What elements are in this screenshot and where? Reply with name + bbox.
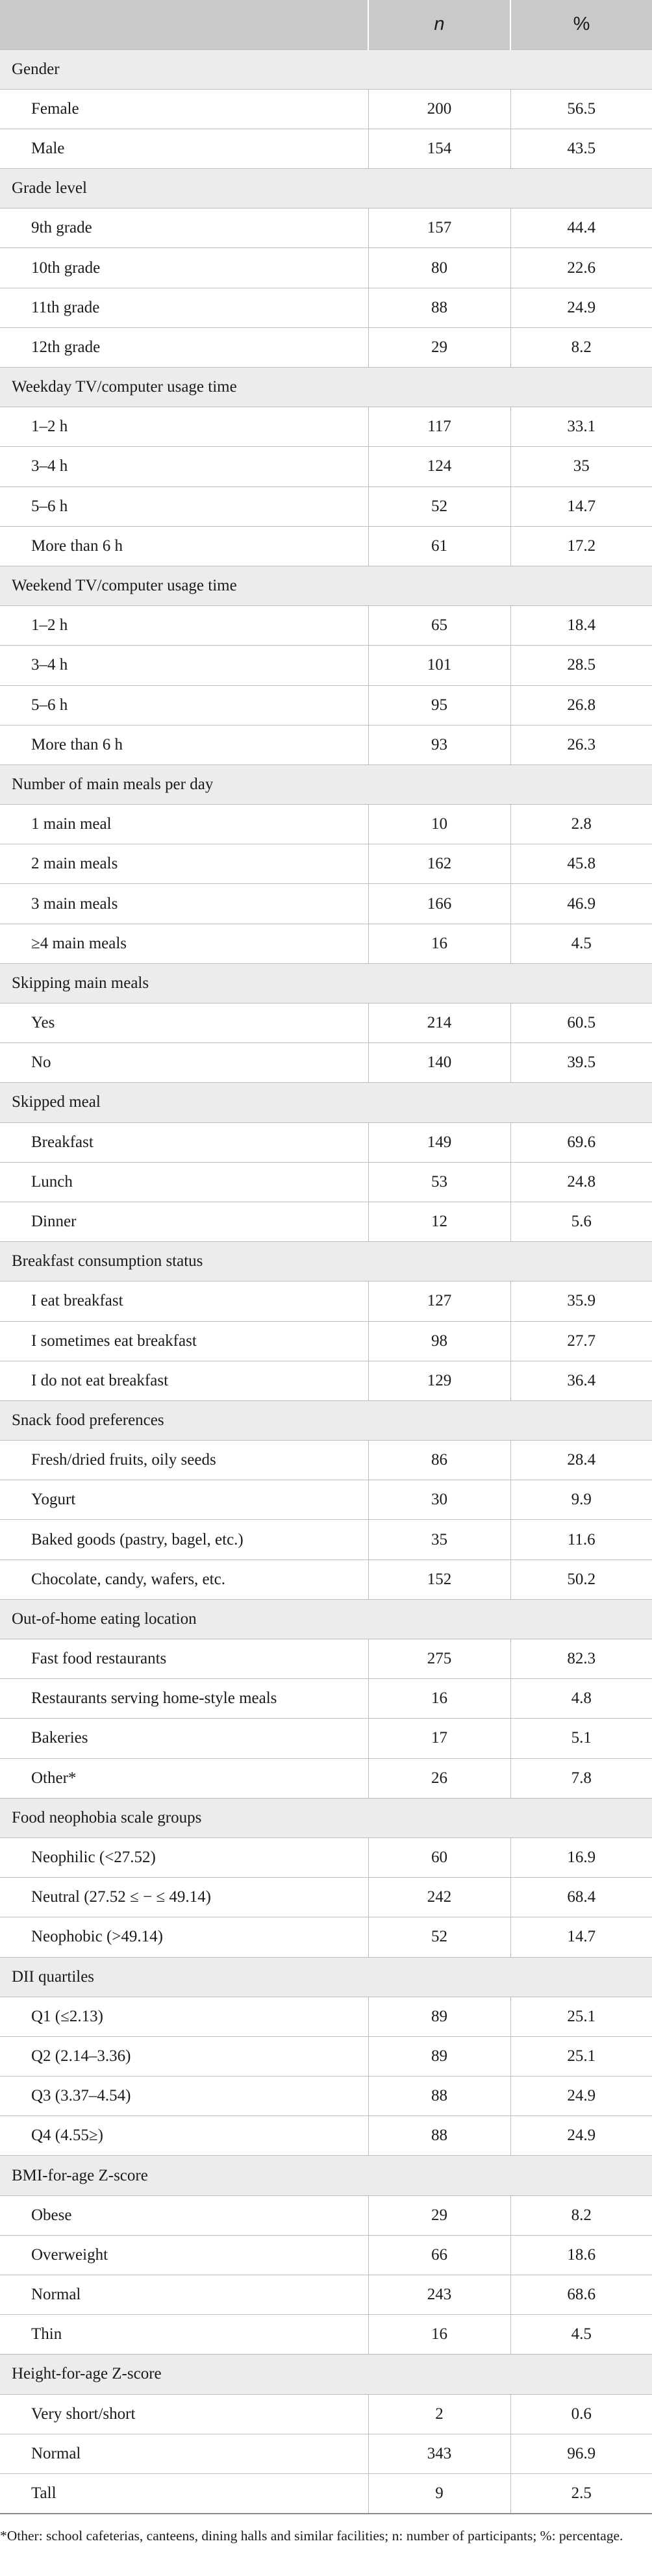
- row-pct-cell: 96.9: [567, 2444, 596, 2462]
- row-n-cell: 53: [368, 1162, 510, 1202]
- row-pct-cell: 11.6: [567, 1530, 596, 1548]
- row-n-cell: 16: [368, 1679, 510, 1719]
- table-row: [0, 1679, 652, 1719]
- row-label-cell: 3–4 h: [0, 447, 368, 486]
- row-pct-cell: 4.5: [571, 934, 592, 952]
- row-n-cell: 154: [368, 129, 510, 168]
- table-row: [0, 2315, 652, 2355]
- row-label-cell: Male: [0, 129, 368, 168]
- row-label-cell: Lunch: [0, 1162, 368, 1202]
- table-row: [0, 1917, 652, 1957]
- row-n-cell: 149: [368, 1122, 510, 1162]
- header-label-cell: [0, 0, 368, 49]
- group-title: Skipping main meals: [0, 963, 652, 1003]
- row-label-cell: Dinner: [0, 1202, 368, 1241]
- row-n-cell: 95: [368, 685, 510, 725]
- table-row: [0, 1559, 652, 1599]
- table-group-row: [0, 764, 652, 804]
- row-n-cell: 88: [368, 2077, 510, 2116]
- row-n-cell: 101: [368, 646, 510, 685]
- row-label-cell: Obese: [0, 2195, 368, 2235]
- row-pct-cell: 26.8: [567, 696, 596, 714]
- table-row: [0, 129, 652, 168]
- group-title: Number of main meals per day: [0, 764, 652, 804]
- row-pct-cell: 27.7: [567, 1332, 596, 1350]
- row-label-cell: Overweight: [0, 2235, 368, 2275]
- row-pct-cell: 14.7: [567, 497, 596, 515]
- row-n-cell: 89: [368, 1997, 510, 2036]
- row-n-cell: 275: [368, 1639, 510, 1679]
- row-label-cell: 1–2 h: [0, 606, 368, 646]
- table-row: [0, 1004, 652, 1043]
- table-row: [0, 2434, 652, 2473]
- row-label-cell: Baked goods (pastry, bagel, etc.): [0, 1520, 368, 1559]
- row-n-cell: 117: [368, 407, 510, 447]
- table-group-row: [0, 1400, 652, 1440]
- group-title: Snack food preferences: [0, 1400, 652, 1440]
- row-n-cell: 140: [368, 1043, 510, 1083]
- table-row: [0, 327, 652, 367]
- table-row: [0, 1758, 652, 1798]
- row-n-cell: 26: [368, 1758, 510, 1798]
- row-pct-cell: 17.2: [567, 537, 596, 555]
- row-n-cell: 152: [368, 1559, 510, 1599]
- row-label-cell: Normal: [0, 2434, 368, 2473]
- row-label-cell: 10th grade: [0, 248, 368, 288]
- row-pct-cell: 35: [573, 457, 590, 475]
- group-title: Gender: [0, 49, 652, 89]
- table-row: [0, 1202, 652, 1241]
- row-label-cell: Yes: [0, 1004, 368, 1043]
- table-group-row: [0, 566, 652, 605]
- row-pct-cell: 24.9: [567, 2127, 596, 2145]
- table-row: [0, 1520, 652, 1559]
- row-label-cell: More than 6 h: [0, 725, 368, 764]
- row-n-cell: 29: [368, 327, 510, 367]
- table-row: [0, 884, 652, 924]
- row-pct-cell: 14.7: [567, 1928, 596, 1946]
- row-n-cell: 65: [368, 606, 510, 646]
- row-n-cell: 61: [368, 526, 510, 566]
- row-n-cell: 9: [368, 2473, 510, 2513]
- row-pct-cell: 56.5: [567, 99, 596, 118]
- group-title: DII quartiles: [0, 1957, 652, 1997]
- group-title: Out-of-home eating location: [0, 1599, 652, 1639]
- row-label-cell: I do not eat breakfast: [0, 1361, 368, 1400]
- row-n-cell: 88: [368, 2116, 510, 2156]
- table-row: [0, 1837, 652, 1877]
- row-n-cell: 52: [368, 1917, 510, 1957]
- table-row: [0, 1162, 652, 1202]
- row-n-cell: 16: [368, 924, 510, 963]
- row-n-cell: 66: [368, 2235, 510, 2275]
- group-title: Grade level: [0, 169, 652, 208]
- table-row: [0, 1719, 652, 1758]
- row-pct-cell: 0.6: [571, 2405, 592, 2423]
- row-pct-cell: 8.2: [571, 338, 592, 356]
- table-row: [0, 208, 652, 248]
- row-label-cell: Thin: [0, 2315, 368, 2355]
- row-pct-cell: 28.5: [567, 656, 596, 674]
- row-n-cell: 214: [368, 1004, 510, 1043]
- table-row: [0, 606, 652, 646]
- table-row: [0, 447, 652, 486]
- row-n-cell: 52: [368, 486, 510, 526]
- row-label-cell: 5–6 h: [0, 685, 368, 725]
- table-row: [0, 486, 652, 526]
- row-n-cell: 93: [368, 725, 510, 764]
- table-group-row: [0, 1083, 652, 1122]
- row-pct-cell: 18.4: [567, 616, 596, 635]
- row-label-cell: Yogurt: [0, 1480, 368, 1520]
- group-title: Food neophobia scale groups: [0, 1798, 652, 1837]
- row-pct-cell: 24.8: [567, 1172, 596, 1191]
- row-pct-cell: 4.5: [571, 2325, 592, 2343]
- row-pct-cell: 43.5: [567, 139, 596, 157]
- table-row: [0, 2036, 652, 2076]
- table-group-row: [0, 963, 652, 1003]
- row-label-cell: 11th grade: [0, 288, 368, 327]
- row-label-cell: I eat breakfast: [0, 1282, 368, 1321]
- table-row: [0, 1122, 652, 1162]
- row-pct-cell: 60.5: [567, 1014, 596, 1032]
- row-pct-cell: 24.9: [567, 298, 596, 316]
- row-label-cell: Bakeries: [0, 1719, 368, 1758]
- header-n-cell: n: [368, 0, 510, 49]
- row-label-cell: Chocolate, candy, wafers, etc.: [0, 1559, 368, 1599]
- row-label-cell: Female: [0, 89, 368, 129]
- table-row: [0, 1639, 652, 1679]
- row-n-cell: 17: [368, 1719, 510, 1758]
- row-n-cell: 166: [368, 884, 510, 924]
- table-group-row: [0, 1798, 652, 1837]
- row-pct-cell: 2.5: [571, 2484, 592, 2502]
- row-label-cell: Breakfast: [0, 1122, 368, 1162]
- row-n-cell: 2: [368, 2394, 510, 2434]
- row-pct-cell: 46.9: [567, 894, 596, 913]
- group-title: Weekend TV/computer usage time: [0, 566, 652, 605]
- table-row: [0, 1480, 652, 1520]
- row-label-cell: Other*: [0, 1758, 368, 1798]
- header-pct-cell: %: [573, 14, 590, 35]
- row-pct-cell: 45.8: [567, 855, 596, 873]
- table-group-row: [0, 1957, 652, 1997]
- row-label-cell: 1–2 h: [0, 407, 368, 447]
- row-label-cell: Very short/short: [0, 2394, 368, 2434]
- table-group-row: [0, 1242, 652, 1282]
- row-pct-cell: 25.1: [567, 2007, 596, 2025]
- row-label-cell: Q3 (3.37–4.54): [0, 2077, 368, 2116]
- row-n-cell: 80: [368, 248, 510, 288]
- table-group-row: [0, 49, 652, 89]
- row-pct-cell: 22.6: [567, 259, 596, 277]
- row-label-cell: Q4 (4.55≥): [0, 2116, 368, 2156]
- row-label-cell: Neutral (27.52 ≤ − ≤ 49.14): [0, 1878, 368, 1917]
- row-label-cell: More than 6 h: [0, 526, 368, 566]
- table-row: [0, 646, 652, 685]
- row-pct-cell: 16.9: [567, 1849, 596, 1867]
- table-group-row: [0, 1599, 652, 1639]
- table-row: [0, 805, 652, 844]
- row-n-cell: 200: [368, 89, 510, 129]
- row-label-cell: No: [0, 1043, 368, 1083]
- row-n-cell: 16: [368, 2315, 510, 2355]
- row-n-cell: 242: [368, 1878, 510, 1917]
- row-label-cell: 5–6 h: [0, 486, 368, 526]
- row-pct-cell: 7.8: [571, 1769, 592, 1787]
- row-label-cell: 2 main meals: [0, 844, 368, 884]
- row-label-cell: Tall: [0, 2473, 368, 2513]
- group-title: Breakfast consumption status: [0, 1242, 652, 1282]
- row-pct-cell: 82.3: [567, 1650, 596, 1668]
- table-row: [0, 2473, 652, 2513]
- row-n-cell: 29: [368, 2195, 510, 2235]
- row-pct-cell: 35.9: [567, 1292, 596, 1310]
- row-label-cell: Restaurants serving home-style meals: [0, 1679, 368, 1719]
- row-label-cell: 3 main meals: [0, 884, 368, 924]
- table-row: [0, 526, 652, 566]
- table-row: [0, 89, 652, 129]
- table-row: [0, 2275, 652, 2315]
- row-label-cell: 1 main meal: [0, 805, 368, 844]
- table-row: [0, 288, 652, 327]
- row-n-cell: 162: [368, 844, 510, 884]
- row-label-cell: 3–4 h: [0, 646, 368, 685]
- row-label-cell: Q1 (≤2.13): [0, 1997, 368, 2036]
- row-n-cell: 343: [368, 2434, 510, 2473]
- row-label-cell: ≥4 main meals: [0, 924, 368, 963]
- table-row: [0, 1441, 652, 1480]
- row-n-cell: 124: [368, 447, 510, 486]
- row-pct-cell: 25.1: [567, 2047, 596, 2065]
- table-row: [0, 1282, 652, 1321]
- row-pct-cell: 50.2: [567, 1570, 596, 1588]
- table-row: [0, 1997, 652, 2036]
- table-row: [0, 2195, 652, 2235]
- row-pct-cell: 68.4: [567, 1888, 596, 1906]
- table-row: [0, 685, 652, 725]
- group-title: Skipped meal: [0, 1083, 652, 1122]
- row-pct-cell: 8.2: [571, 2206, 592, 2224]
- table-group-row: [0, 2355, 652, 2394]
- group-title: Height-for-age Z-score: [0, 2355, 652, 2394]
- row-n-cell: 157: [368, 208, 510, 248]
- row-label-cell: I sometimes eat breakfast: [0, 1321, 368, 1361]
- table-group-row: [0, 169, 652, 208]
- table-row: [0, 407, 652, 447]
- row-pct-cell: 18.6: [567, 2245, 596, 2264]
- table-row: [0, 725, 652, 764]
- row-pct-cell: 5.1: [571, 1729, 592, 1747]
- row-pct-cell: 44.4: [567, 219, 596, 237]
- row-label-cell: Fast food restaurants: [0, 1639, 368, 1679]
- table-row: [0, 1361, 652, 1400]
- row-n-cell: 60: [368, 1837, 510, 1877]
- row-label-cell: 12th grade: [0, 327, 368, 367]
- table-group-row: [0, 2156, 652, 2195]
- row-n-cell: 30: [368, 1480, 510, 1520]
- row-label-cell: 9th grade: [0, 208, 368, 248]
- row-label-cell: Q2 (2.14–3.36): [0, 2036, 368, 2076]
- table-row: [0, 2116, 652, 2156]
- table-header-row: [0, 0, 652, 49]
- row-n-cell: 127: [368, 1282, 510, 1321]
- table-row: [0, 2077, 652, 2116]
- table-row: [0, 844, 652, 884]
- row-n-cell: 243: [368, 2275, 510, 2315]
- row-label-cell: Normal: [0, 2275, 368, 2315]
- group-title: BMI-for-age Z-score: [0, 2156, 652, 2195]
- table-row: [0, 924, 652, 963]
- row-pct-cell: 33.1: [567, 418, 596, 436]
- table-row: [0, 248, 652, 288]
- row-label-cell: Neophilic (<27.52): [0, 1837, 368, 1877]
- row-pct-cell: 4.8: [571, 1689, 592, 1708]
- row-pct-cell: 39.5: [567, 1054, 596, 1072]
- row-n-cell: 129: [368, 1361, 510, 1400]
- table-row: [0, 2394, 652, 2434]
- row-label-cell: Fresh/dried fruits, oily seeds: [0, 1441, 368, 1480]
- row-pct-cell: 9.9: [571, 1491, 592, 1509]
- table-body: [0, 49, 652, 2514]
- row-pct-cell: 2.8: [571, 815, 592, 833]
- table-row: [0, 1043, 652, 1083]
- group-title: Weekday TV/computer usage time: [0, 368, 652, 407]
- table-group-row: [0, 368, 652, 407]
- row-n-cell: 88: [368, 288, 510, 327]
- table-row: [0, 2235, 652, 2275]
- row-n-cell: 35: [368, 1520, 510, 1559]
- row-pct-cell: 26.3: [567, 735, 596, 753]
- row-pct-cell: 5.6: [571, 1213, 592, 1231]
- row-label-cell: Neophobic (>49.14): [0, 1917, 368, 1957]
- table-footnote: *Other: school cafeterias, canteens, dining halls and similar facilities; n: number of participants; %: percentage.: [0, 2528, 623, 2544]
- row-n-cell: 89: [368, 2036, 510, 2076]
- row-pct-cell: 68.6: [567, 2286, 596, 2304]
- row-pct-cell: 69.6: [567, 1133, 596, 1151]
- table-row: [0, 1878, 652, 1917]
- row-n-cell: 10: [368, 805, 510, 844]
- table-row: [0, 1321, 652, 1361]
- row-pct-cell: 28.4: [567, 1451, 596, 1469]
- row-n-cell: 12: [368, 1202, 510, 1241]
- row-pct-cell: 24.9: [567, 2087, 596, 2105]
- row-n-cell: 86: [368, 1441, 510, 1480]
- row-n-cell: 98: [368, 1321, 510, 1361]
- row-pct-cell: 36.4: [567, 1371, 596, 1389]
